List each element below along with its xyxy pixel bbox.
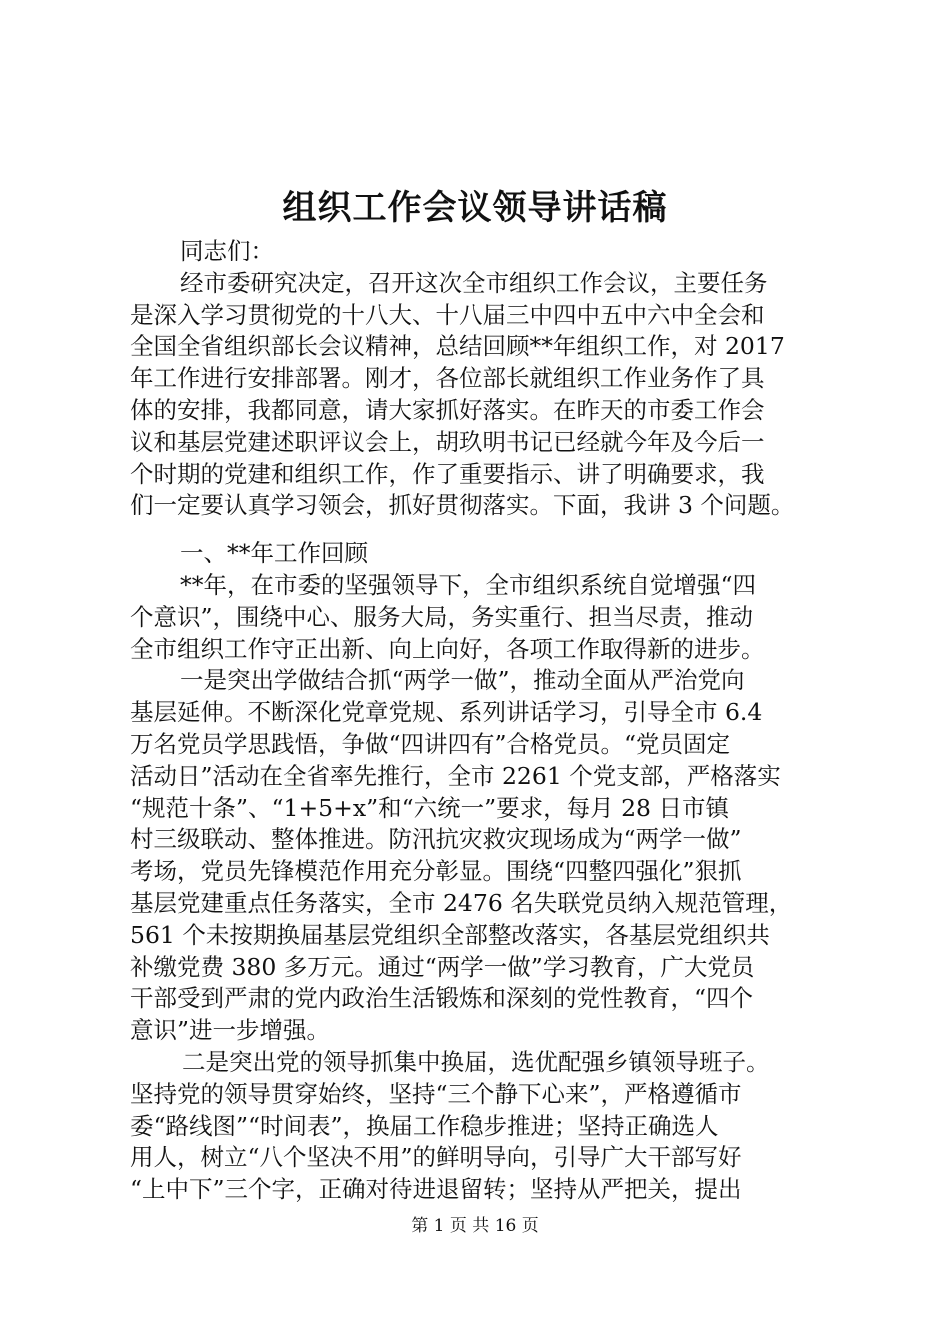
section-heading: 一、**年工作回顾 [180, 539, 368, 568]
text-line: “规范十条”、“1+5+x”和“六统一”要求，每月 28 日市镇 [130, 793, 729, 822]
text-line: **年，在市委的坚强领导下，全市组织系统自觉增强“四 [180, 570, 757, 599]
salutation-line: 同志们： [180, 237, 274, 265]
text-line: 年工作进行安排部署。刚才，各位部长就组织工作业务作了具 [130, 364, 765, 393]
text-line: 意识”进一步增强。 [130, 1016, 331, 1045]
text-line: 经市委研究决定，召开这次全市组织工作会议，主要任务 [180, 268, 768, 297]
text-line: 用人，树立“八个坚决不用”的鲜明导向，引导广大干部写好 [130, 1143, 742, 1172]
text-line: 万名党员学思践悟，争做“四讲四有”合格党员。“党员固定 [130, 729, 731, 758]
text-line: 基层延伸。不断深化党章党规、系列讲话学习，引导全市 6.4 [130, 698, 763, 727]
text-line: 干部受到严肃的党内政治生活锻炼和深刻的党性教育，“四个 [130, 984, 754, 1013]
page-footer: 第 1 页 共 16 页 [411, 1216, 539, 1236]
text-line: 561 个未按期换届基层党组织全部整改落实，各基层党组织共 [130, 920, 770, 949]
text-line: 体的安排，我都同意，请大家抓好落实。在昨天的市委工作会 [130, 395, 765, 424]
text-line: 考场，党员先锋模范作用充分彰显。围绕“四整四强化”狠抓 [130, 857, 742, 886]
text-line: 议和基层党建述职评议会上，胡玖明书记已经就今年及今后一 [130, 427, 765, 456]
text-line: 基层党建重点任务落实，全市 2476 名失联党员纳入规范管理， [130, 888, 793, 917]
text-line: “上中下”三个字，正确对待进退留转；坚持从严把关，提出 [130, 1175, 742, 1204]
paragraph-gap [130, 522, 832, 538]
document-body [130, 236, 832, 1206]
document-title: 组织工作会议领导讲话稿 [282, 188, 668, 228]
text-line: 个意识”，围绕中心、服务大局，务实重行、担当尽责，推动 [130, 602, 754, 631]
text-line: 村三级联动、整体推进。防汛抗灾救灾现场成为“两学一做” [130, 825, 742, 854]
text-line: 全市组织工作守正出新、向上向好，各项工作取得新的进步。 [130, 634, 765, 663]
text-line: 们一定要认真学习领会，抓好贯彻落实。下面，我讲 3 个问题。 [130, 491, 795, 520]
text-line: 坚持党的领导贯穿始终，坚持“三个静下心来”，严格遵循市 [130, 1079, 742, 1108]
text-line: 补缴党费 380 多万元。通过“两学一做”学习教育，广大党员 [130, 952, 755, 981]
text-line: 个时期的党建和组织工作，作了重要指示、讲了明确要求，我 [130, 459, 765, 488]
text-line: 一是突出学做结合抓“两学一做”，推动全面从严治党向 [180, 666, 745, 695]
text-line: 二是突出党的领导抓集中换届，选优配强乡镇领导班子。 [182, 1047, 770, 1076]
text-line: 是深入学习贯彻党的十八大、十八届三中四中五中六中全会和 [130, 300, 765, 329]
text-line: 全国全省组织部长会议精神，总结回顾**年组织工作，对 2017 [130, 332, 785, 361]
text-line: 活动日”活动在全省率先推行，全市 2261 个党支部，严格落实 [130, 761, 781, 790]
text-line: 委“路线图”“时间表”，换届工作稳步推进；坚持正确选人 [130, 1111, 719, 1140]
